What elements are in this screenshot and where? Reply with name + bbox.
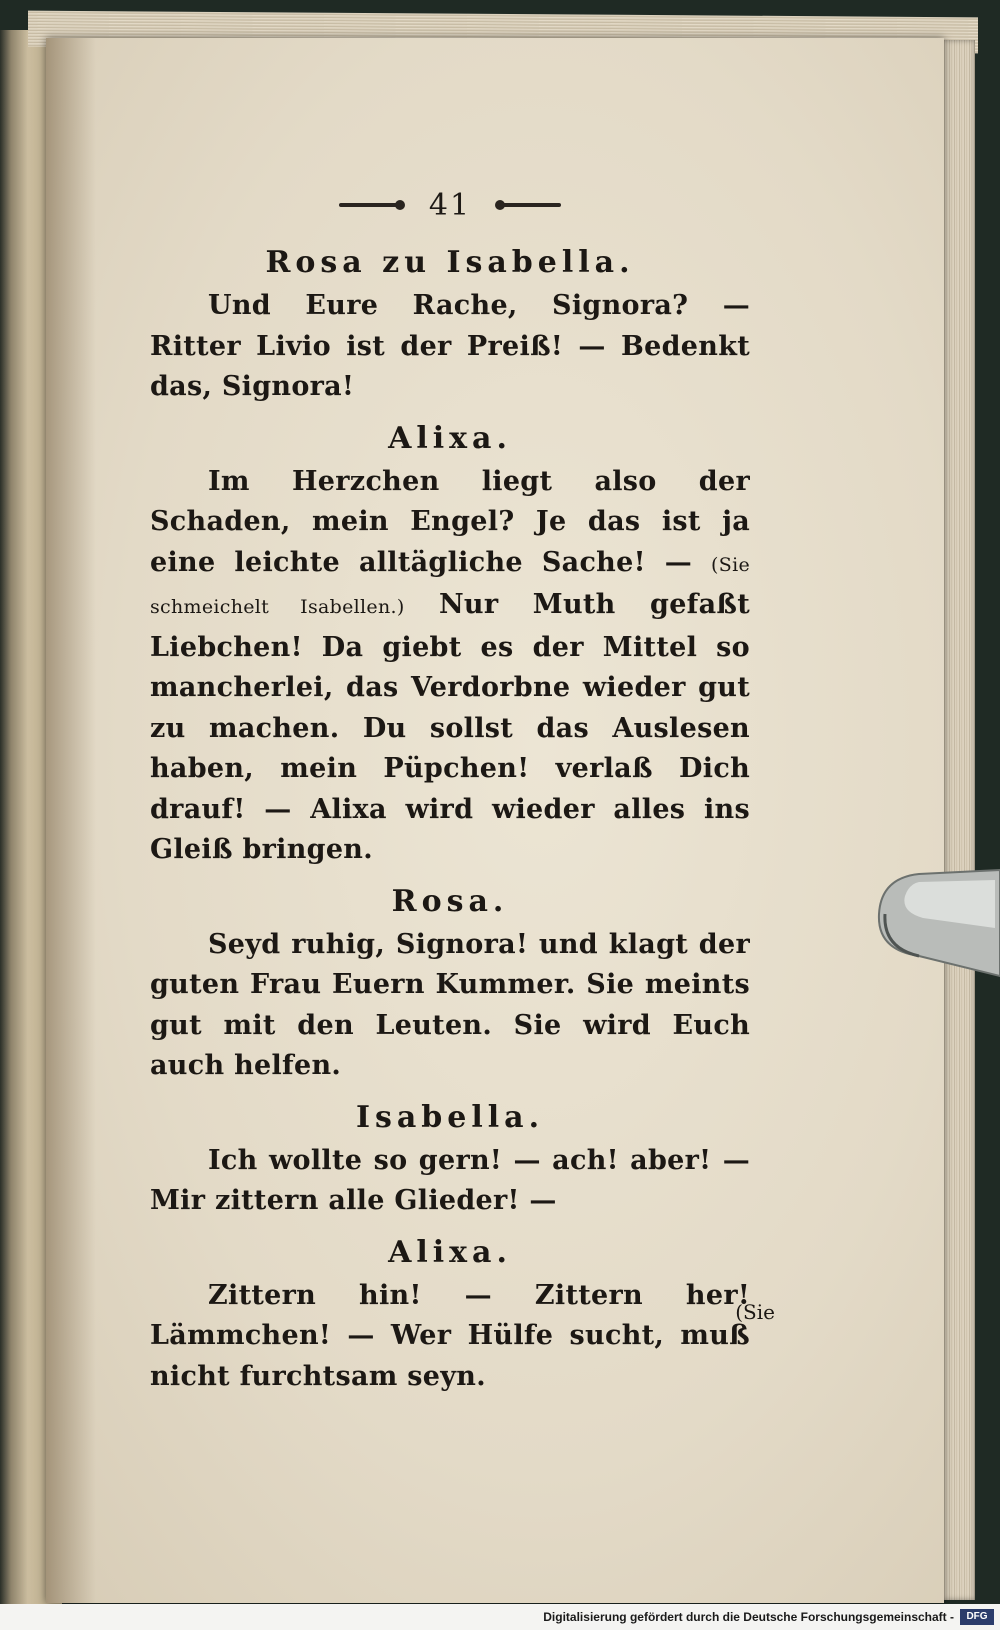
dialogue-text: Im Herzchen liegt also der Schaden, mein Engel? Je das ist ja eine leichte alltägliche Sache! — (150, 465, 750, 578)
catchword: (Sie (735, 1300, 775, 1324)
page-text (150, 240, 750, 1405)
header-ornament-left (339, 203, 401, 207)
page-header (320, 180, 580, 230)
speaker-heading: Rosa. (391, 883, 509, 919)
stage-direction: (Sie schmeichelt Isabellen.) (150, 553, 750, 618)
speaker-heading: Alixa. (388, 1234, 512, 1270)
header-ornament-right (499, 203, 561, 207)
digitization-credit: Digitalisierung gefördert durch die Deutsche Forschungsgemeinschaft - (0, 1604, 1000, 1630)
dialogue-paragraph: Ich wollte so gern! — ach! aber! — Mir zittern alle Glieder! — (150, 1144, 750, 1216)
speaker-heading: Rosa zu Isabella. (265, 245, 635, 280)
dfg-logo: DFG (960, 1609, 994, 1625)
dialogue-paragraph: Und Eure Rache, Signora? — Ritter Livio ist der Preiß! — Bedenkt das, Signora! (150, 290, 750, 402)
dialogue-paragraph: Seyd ruhig, Signora! und klagt der guten Frau Euern Kummer. Sie meints gut mit den Leuten. Sie wird Euch auch helfen. (150, 928, 750, 1081)
page-clip (875, 868, 1000, 978)
dialogue-paragraph (150, 462, 750, 871)
page-number: 41 (428, 187, 472, 223)
dialogue-text: Nur Muth gefaßt Liebchen! Da giebt es der Mittel so mancherlei, das Verdorbne wieder gut zu machen. Du sollst das Auslesen haben, mein Püpchen! verlaß Dich drauf! — Alixa wird wieder alles ins Gleiß bringen. (150, 589, 750, 865)
speaker-heading: Isabella. (355, 1099, 545, 1135)
speaker-heading: Alixa. (388, 420, 512, 456)
dialogue-paragraph: Zittern hin! — Zittern her! Lämmchen! — Wer Hülfe sucht, muß nicht furchtsam seyn. (150, 1279, 750, 1392)
page-gutter-shadow (46, 38, 96, 1603)
